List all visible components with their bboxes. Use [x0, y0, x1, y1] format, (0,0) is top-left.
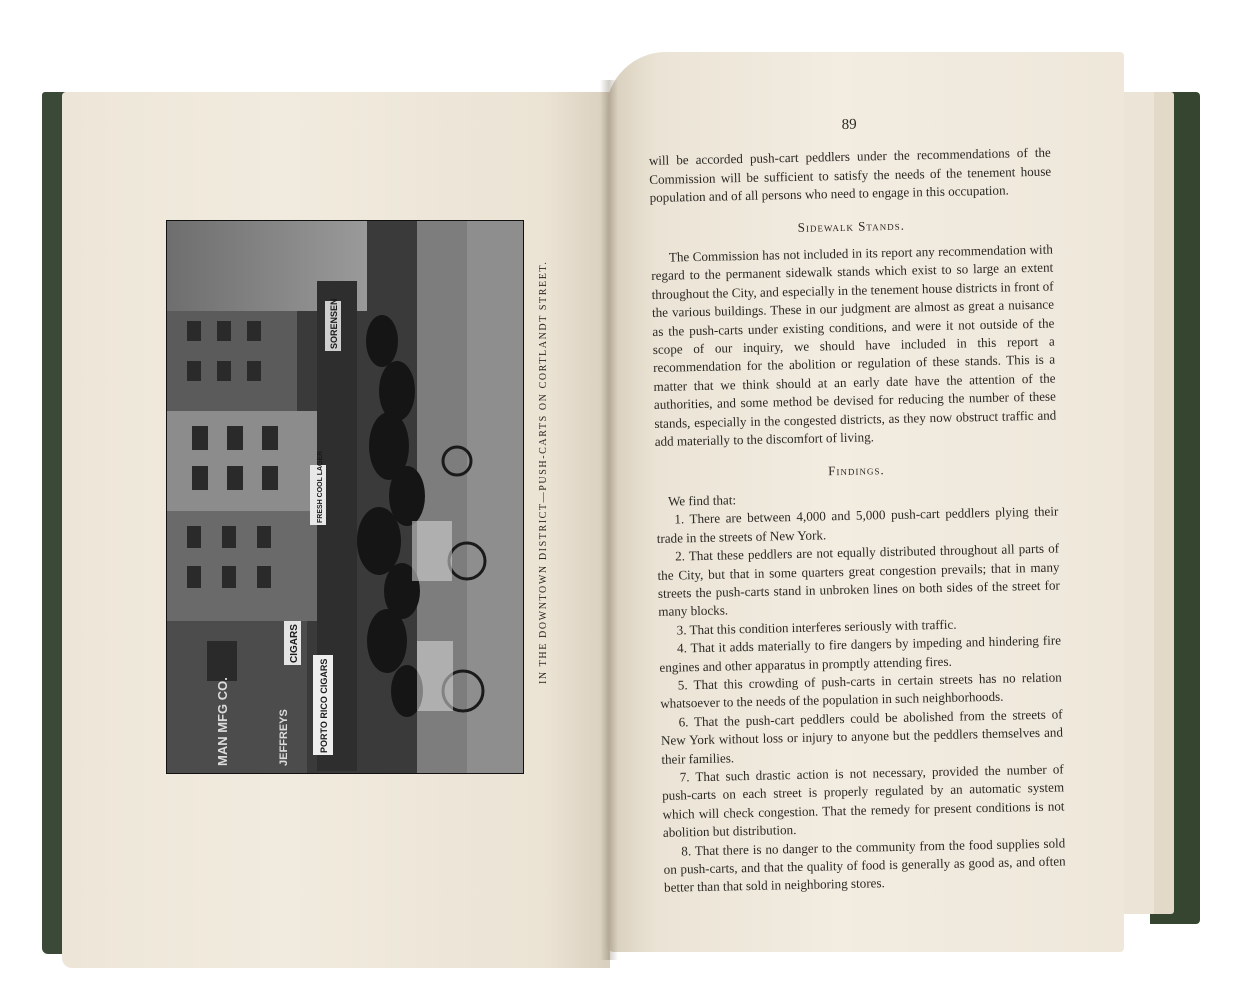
sign-cigars: CIGARS	[289, 624, 300, 663]
book-gutter	[600, 80, 618, 960]
opening-paragraph: will be accorded push-cart peddlers under the recommendations of the Commission will be sufficient to satisfy the needs of the tenement house population and of all persons who need to engage in this occupation.	[648, 144, 1052, 206]
findings-intro: We find that:	[667, 492, 737, 509]
page-number: 89	[841, 116, 857, 133]
section-heading-findings: Findings.	[827, 461, 885, 478]
finding-item: 1. There are between 4,000 and 5,000 push-cart peddlers plying their trade in the streets of New York.	[656, 503, 1059, 546]
finding-item: 7. That such drastic action is not necessary, provided the number of push-carts on each street is properly regulated by an automatic system which will check congestion. That the remedy for present conditions is not abolition but distribution.	[661, 761, 1065, 841]
sign-mfg-co: MAN MFG CO.	[215, 677, 230, 766]
page-text	[648, 112, 1066, 898]
sign-porto-rico-cigars: PORTO RICO CIGARS	[319, 658, 329, 753]
section-heading-sidewalk-stands: Sidewalk Stands.	[797, 217, 906, 235]
finding-item: 3. That this condition interferes seriously with traffic.	[676, 616, 957, 638]
sign-jeffreys: JEFFREYS	[278, 709, 290, 766]
street-photograph	[166, 220, 524, 774]
finding-item: 6. That the push-cart peddlers could be abolished from the streets of New York without loss or injury to anyone but the peddlers themselves and their families.	[660, 706, 1064, 767]
sign-sorensen: SORENSEN	[329, 298, 339, 349]
sign-lager: FRESH COOL LAGER	[317, 450, 324, 523]
finding-item: 5. That this crowding of push-carts in certain streets has no relation whatsoever to the needs of the population in such neighborhoods.	[660, 669, 1062, 712]
finding-item: 2. That these peddlers are not equally distributed throughout all parts of the City, but that in some quarters great congestion prevails; that in many streets the push-carts stand in unbroken lines on both sides of the street for many blocks.	[657, 540, 1060, 620]
photo-caption: IN THE DOWNTOWN DISTRICT—PUSH-CARTS ON CORTLANDT STREET.	[538, 260, 549, 684]
finding-item: 4. That it adds materially to fire dangers by impeding and hindering fire engines and other apparatus in promptly attending fires.	[659, 632, 1062, 675]
finding-item: 8. That there is no danger to the community from the food supplies sold on push-carts, and that the quality of food is generally as good as, and often better than that sold in neighboring stores.	[663, 835, 1066, 896]
street-scene-illustration	[167, 221, 523, 773]
sidewalk-paragraph: The Commission has not included in its report any recommendation with regard to the permanent sidewalk stands which exist to so large an extent throughout the City, and especially in the tenement house districts in front of the various buildings. These in our judgment are almost as great a nuisance as the push-carts under existing conditions, and were it not outside of the scope of our inquiry, we should have included in this report a recommendation for the abolition or regulation of these stands. This is a matter that we think should at an early date have the attention of the authorities, and some method be devised for reducing the number of these stands, especially in the congested districts, as they now obstruct traffic and add materially to the discomfort of living.	[651, 241, 1057, 450]
